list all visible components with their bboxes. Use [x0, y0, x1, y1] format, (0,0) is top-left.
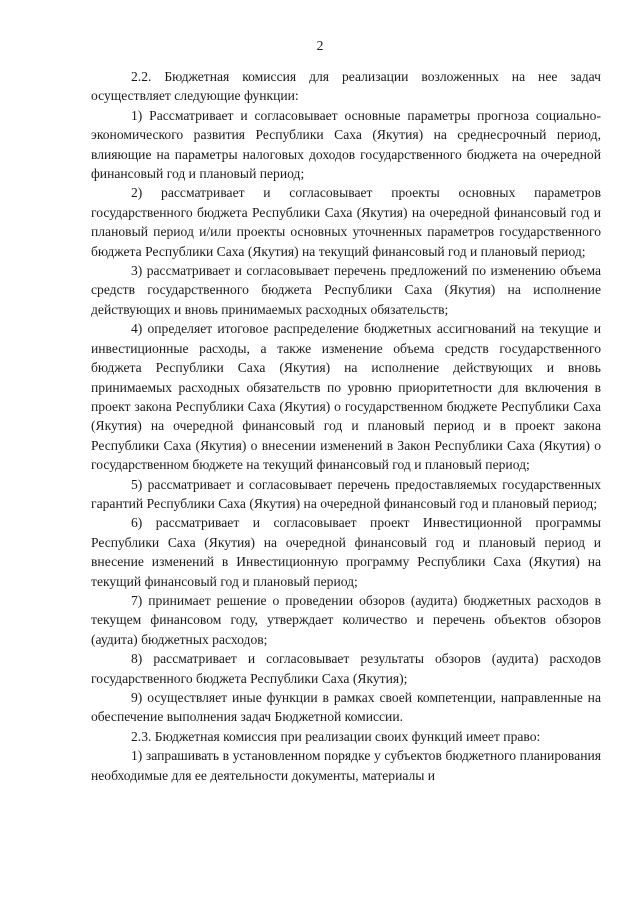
paragraph-2-3-heading: 2.3. Бюджетная комиссия при реализации своих функций имеет право:: [131, 728, 541, 744]
paragraph-function-7: 7) принимает решение о проведении обзоров (аудита) бюджетных расходов в текущем финансовом году, утверждает количество и перечень объектов обзоров (аудита) бюджетных расходов;: [91, 592, 601, 647]
paragraph-function-8: 8) рассматривает и согласовывает результаты обзоров (аудита) расходов государственного бюджета Республики Саха (Якутия);: [91, 651, 601, 686]
paragraph-2-2-heading: 2.2. Бюджетная комиссия для реализации возложенных на нее задач осуществляет следующие функции:: [91, 69, 601, 104]
document-body: [91, 67, 601, 785]
paragraph-function-1: 1) Рассматривает и согласовывает основные параметры прогноза социально-экономического развития Республики Саха (Якутия) на среднесрочный период, влияющие на параметры налоговых доходов государственного бюджета на очередной финансовый год и плановый период;: [91, 107, 601, 182]
paragraph-function-6: 6) рассматривает и согласовывает проект Инвестиционной программы Республики Саха (Якутия) на очередной финансовый год и плановый период и внесение изменений в Инвестиционную программу Республики Саха (Якутия) на текущий финансовый год и плановый период;: [91, 515, 601, 589]
paragraph-function-5: 5) рассматривает и согласовывает перечень предоставляемых государственных гарантий Республики Саха (Якутия) на очередной финансовый год и плановый период;: [91, 476, 601, 511]
paragraph-function-2: 2) рассматривает и согласовывает проекты основных параметров государственного бюджета Республики Саха (Якутия) на очередной финансовый год и плановый период и/или проекты основных уточненных параметров государственного бюджета Республики Саха (Якутия) на текущий финансовый год и плановый период;: [91, 185, 601, 259]
paragraph-function-3: 3) рассматривает и согласовывает перечень предложений по изменению объема средств государственного бюджета Республики Саха (Якутия) на исполнение действующих и вновь принимаемых расходных обязательств;: [91, 263, 601, 317]
page-number: 2: [316, 38, 324, 53]
paragraph-right-1: 1) запрашивать в установленном порядке у субъектов бюджетного планирования необходимые для ее деятельности документы, материалы и: [91, 748, 601, 783]
paragraph-function-4: 4) определяет итоговое распределение бюджетных ассигнований на текущие и инвестиционные расходы, а также изменение объема средств государственного бюджета Республики Саха (Якутия) на исполнение действующих и вновь принимаемых расходных обязательств по уровню приоритетности для включения в проект закона Республики Саха (Якутия) о государственном бюджете Республики Саха (Якутия) на очередной финансовый год и плановый период и в проект закона Республики Саха (Якутия) о внесении изменений в Закон Республики Саха (Якутия) о государственном бюджете на текущий финансовый год и плановый период;: [91, 321, 601, 473]
paragraph-function-9: 9) осуществляет иные функции в рамках своей компетенции, направленные на обеспечение выполнения задач Бюджетной комиссии.: [91, 690, 601, 725]
